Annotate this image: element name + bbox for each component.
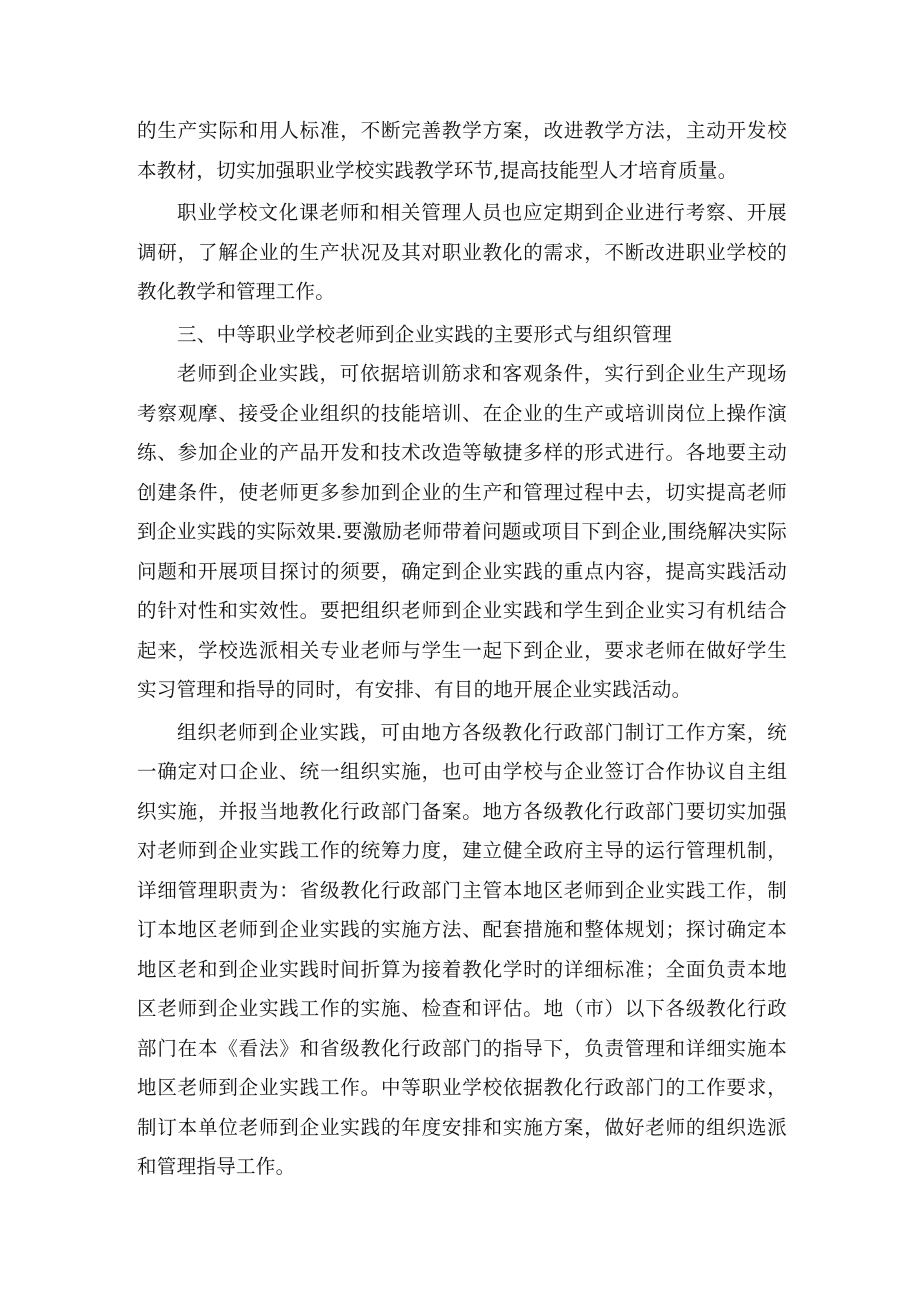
paragraph-teacher-staff: 职业学校文化课老师和相关管理人员也应定期到企业进行考察、开展调研，了解企业的生产状况及其对职业教化的需求，不断改进职业学校的教化教学和管理工作。: [137, 201, 787, 303]
section-heading: 三、中等职业学校老师到企业实践的主要形式与组织管理: [177, 322, 673, 346]
paragraph-practice-forms: 老师到企业实践，可依据培训筋求和客观条件，实行到企业生产现场考察观摩、接受企业组织的技能培训、在企业的生产或培训岗位上操作演练、参加企业的产品开发和技术改造等敏捷多样的形式进行。各地要主动创建条件，使老师更多参加到企业的生产和管理过程中去，切实提高老师到企业实践的实际效果.要激励老师带着问题或项目下到企业,围绕解决实际问题和开展项目探讨的须要，确定到企业实践的重点内容，提高实践活动的针对性和实效性。要把组织老师到企业实践和学生到企业实习有机结合起来，学校选派相关专业老师与学生一起下到企业，要求老师在做好学生实习管理和指导的同时，有安排、有目的地开展企业实践活动。: [137, 362, 787, 701]
paragraph-continuation: 的生产实际和用人标准，不断完善教学方案，改进教学方法，主动开发校本教材，切实加强职业学校实践教学环节,提高技能型人才培育质量。: [137, 119, 787, 182]
document-body: [137, 111, 787, 1187]
paragraph-organization: 组织老师到企业实践，可由地方各级教化行政部门制订工作方案，统一确定对口企业、统一组织实施，也可由学校与企业签订合作协议自主组织实施，并报当地教化行政部门备案。地方各级教化行政部门要切实加强对老师到企业实践工作的统筹力度，建立健全政府主导的运行管理机制，详细管理职责为：省级教化行政部门主管本地区老师到企业实践工作，制订本地区老师到企业实践的实施方法、配套措施和整体规划；探讨确定本地区老和到企业实践时间折算为接着教化学时的详细标准；全面负责本地区老师到企业实践工作的实施、检查和评估。地（市）以下各级教化行政部门在本《看法》和省级教化行政部门的指导下，负责管理和详细实施本地区老师到企业实践工作。中等职业学校依据教化行政部门的工作要求，制订本单位老师到企业实践的年度安排和实施方案，做好老师的组织选派和管理指导工作。: [137, 720, 787, 1178]
